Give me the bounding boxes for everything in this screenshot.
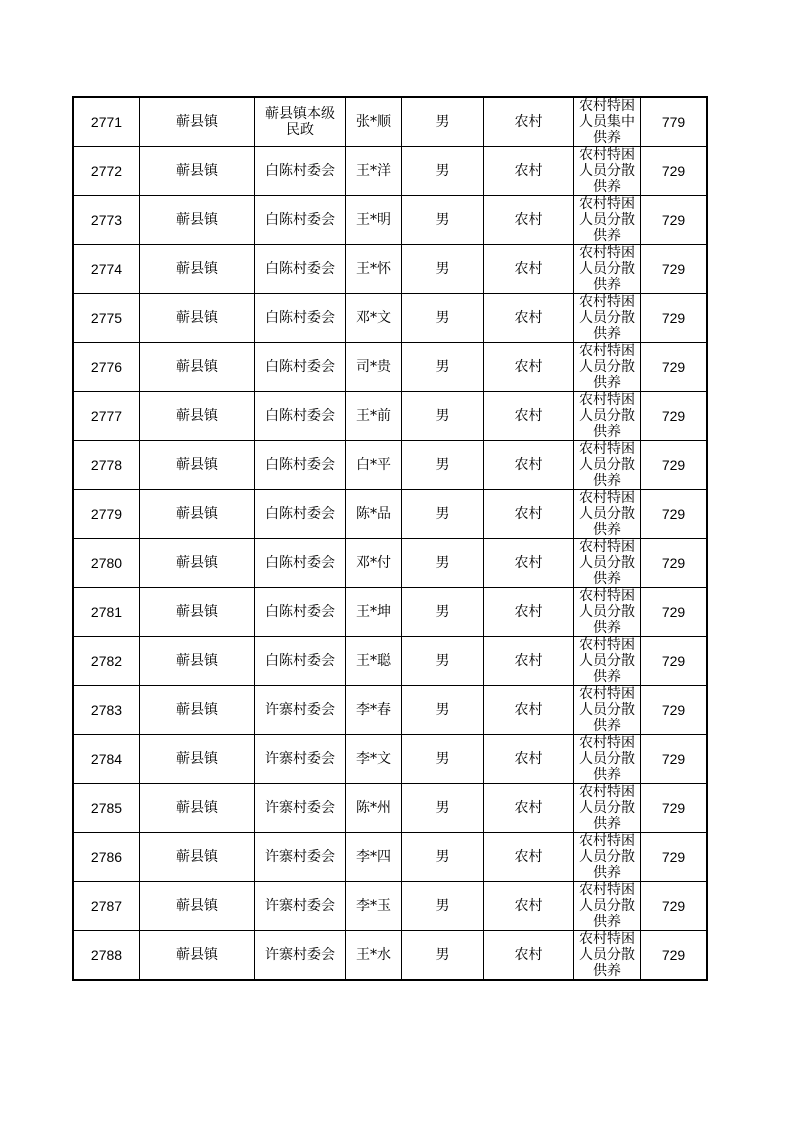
cell-amount: 729 <box>641 343 708 392</box>
cell-unit-text: 白陈村委会 <box>265 604 335 620</box>
cell-unit-text: 许寨村委会 <box>265 702 335 718</box>
cell-town: 蕲县镇 <box>140 147 255 196</box>
cell-gender: 男 <box>402 392 484 441</box>
cell-unit <box>255 588 346 637</box>
table-row <box>73 294 707 343</box>
cell-support-type <box>574 441 641 490</box>
cell-amount: 729 <box>641 833 708 882</box>
cell-serial-number: 2772 <box>73 147 140 196</box>
records-table <box>72 96 708 981</box>
cell-amount: 729 <box>641 637 708 686</box>
cell-gender: 男 <box>402 490 484 539</box>
cell-unit <box>255 147 346 196</box>
cell-person-name: 白*平 <box>346 441 402 490</box>
cell-support-type-text: 农村特困人员分散供养 <box>579 490 635 538</box>
cell-unit <box>255 343 346 392</box>
table-row <box>73 97 707 147</box>
cell-serial-number: 2777 <box>73 392 140 441</box>
cell-unit <box>255 294 346 343</box>
cell-unit <box>255 392 346 441</box>
cell-support-type <box>574 392 641 441</box>
cell-gender: 男 <box>402 539 484 588</box>
cell-area: 农村 <box>484 441 574 490</box>
cell-amount: 729 <box>641 539 708 588</box>
cell-serial-number: 2783 <box>73 686 140 735</box>
cell-town: 蕲县镇 <box>140 245 255 294</box>
cell-town: 蕲县镇 <box>140 882 255 931</box>
cell-gender: 男 <box>402 784 484 833</box>
table-row <box>73 343 707 392</box>
cell-area: 农村 <box>484 833 574 882</box>
cell-area: 农村 <box>484 97 574 147</box>
cell-serial-number: 2787 <box>73 882 140 931</box>
cell-support-type-text: 农村特困人员分散供养 <box>579 392 635 440</box>
cell-unit <box>255 637 346 686</box>
cell-gender: 男 <box>402 294 484 343</box>
cell-gender: 男 <box>402 97 484 147</box>
cell-unit <box>255 539 346 588</box>
cell-town: 蕲县镇 <box>140 637 255 686</box>
cell-support-type <box>574 588 641 637</box>
table-body <box>73 97 707 980</box>
cell-serial-number: 2775 <box>73 294 140 343</box>
cell-person-name: 邓*文 <box>346 294 402 343</box>
cell-support-type <box>574 343 641 392</box>
cell-support-type-text: 农村特困人员分散供养 <box>579 294 635 342</box>
cell-gender: 男 <box>402 147 484 196</box>
cell-area: 农村 <box>484 147 574 196</box>
cell-person-name: 王*明 <box>346 196 402 245</box>
cell-unit-text: 白陈村委会 <box>265 506 335 522</box>
cell-support-type-text: 农村特困人员分散供养 <box>579 147 635 195</box>
cell-support-type <box>574 147 641 196</box>
cell-serial-number: 2780 <box>73 539 140 588</box>
cell-support-type-text: 农村特困人员分散供养 <box>579 686 635 734</box>
cell-serial-number: 2773 <box>73 196 140 245</box>
cell-gender: 男 <box>402 735 484 784</box>
cell-town: 蕲县镇 <box>140 294 255 343</box>
cell-gender: 男 <box>402 343 484 392</box>
cell-gender: 男 <box>402 882 484 931</box>
cell-unit-text: 白陈村委会 <box>265 310 335 326</box>
cell-person-name: 李*文 <box>346 735 402 784</box>
cell-amount: 729 <box>641 196 708 245</box>
cell-support-type-text: 农村特困人员分散供养 <box>579 588 635 636</box>
cell-unit <box>255 686 346 735</box>
table-row <box>73 441 707 490</box>
cell-amount: 729 <box>641 784 708 833</box>
cell-gender: 男 <box>402 441 484 490</box>
cell-support-type-text: 农村特困人员分散供养 <box>579 343 635 391</box>
cell-area: 农村 <box>484 392 574 441</box>
cell-unit <box>255 882 346 931</box>
cell-area: 农村 <box>484 588 574 637</box>
cell-area: 农村 <box>484 882 574 931</box>
cell-gender: 男 <box>402 196 484 245</box>
cell-town: 蕲县镇 <box>140 343 255 392</box>
cell-unit <box>255 245 346 294</box>
cell-support-type <box>574 735 641 784</box>
cell-serial-number: 2786 <box>73 833 140 882</box>
table-row <box>73 931 707 981</box>
cell-amount: 729 <box>641 882 708 931</box>
cell-person-name: 李*春 <box>346 686 402 735</box>
cell-person-name: 王*洋 <box>346 147 402 196</box>
cell-unit-text: 白陈村委会 <box>265 408 335 424</box>
cell-person-name: 王*前 <box>346 392 402 441</box>
cell-serial-number: 2774 <box>73 245 140 294</box>
cell-amount: 729 <box>641 147 708 196</box>
cell-serial-number: 2784 <box>73 735 140 784</box>
table-row <box>73 735 707 784</box>
cell-person-name: 张*顺 <box>346 97 402 147</box>
cell-unit-text: 许寨村委会 <box>265 800 335 816</box>
cell-unit <box>255 490 346 539</box>
cell-area: 农村 <box>484 931 574 981</box>
table-row <box>73 245 707 294</box>
cell-person-name: 陈*州 <box>346 784 402 833</box>
cell-town: 蕲县镇 <box>140 931 255 981</box>
cell-person-name: 李*四 <box>346 833 402 882</box>
cell-support-type <box>574 294 641 343</box>
cell-serial-number: 2778 <box>73 441 140 490</box>
cell-town: 蕲县镇 <box>140 441 255 490</box>
cell-support-type <box>574 539 641 588</box>
cell-serial-number: 2771 <box>73 97 140 147</box>
cell-area: 农村 <box>484 490 574 539</box>
cell-unit-text: 白陈村委会 <box>265 359 335 375</box>
cell-serial-number: 2781 <box>73 588 140 637</box>
table-row <box>73 588 707 637</box>
cell-town: 蕲县镇 <box>140 686 255 735</box>
table-row <box>73 784 707 833</box>
cell-unit-text: 白陈村委会 <box>265 163 335 179</box>
table-row <box>73 686 707 735</box>
cell-support-type-text: 农村特困人员分散供养 <box>579 539 635 587</box>
cell-support-type <box>574 490 641 539</box>
cell-area: 农村 <box>484 539 574 588</box>
cell-amount: 729 <box>641 735 708 784</box>
cell-area: 农村 <box>484 686 574 735</box>
cell-area: 农村 <box>484 245 574 294</box>
cell-unit <box>255 833 346 882</box>
cell-town: 蕲县镇 <box>140 735 255 784</box>
cell-serial-number: 2779 <box>73 490 140 539</box>
cell-serial-number: 2788 <box>73 931 140 981</box>
cell-person-name: 司*贵 <box>346 343 402 392</box>
cell-support-type-text: 农村特困人员分散供养 <box>579 784 635 832</box>
cell-amount: 729 <box>641 294 708 343</box>
table-row <box>73 392 707 441</box>
cell-support-type-text: 农村特困人员分散供养 <box>579 637 635 685</box>
cell-support-type-text: 农村特困人员集中供养 <box>579 98 635 146</box>
cell-area: 农村 <box>484 637 574 686</box>
cell-unit <box>255 931 346 981</box>
cell-amount: 729 <box>641 931 708 981</box>
cell-town: 蕲县镇 <box>140 490 255 539</box>
cell-gender: 男 <box>402 588 484 637</box>
cell-unit-text: 许寨村委会 <box>265 898 335 914</box>
cell-support-type <box>574 882 641 931</box>
cell-unit <box>255 441 346 490</box>
cell-support-type-text: 农村特困人员分散供养 <box>579 931 635 979</box>
cell-amount: 729 <box>641 686 708 735</box>
cell-support-type <box>574 196 641 245</box>
cell-unit-text: 白陈村委会 <box>265 457 335 473</box>
cell-amount: 729 <box>641 245 708 294</box>
cell-town: 蕲县镇 <box>140 784 255 833</box>
cell-amount: 729 <box>641 392 708 441</box>
cell-support-type-text: 农村特困人员分散供养 <box>579 196 635 244</box>
cell-area: 农村 <box>484 294 574 343</box>
table-row <box>73 196 707 245</box>
cell-unit-text: 许寨村委会 <box>265 751 335 767</box>
cell-town: 蕲县镇 <box>140 588 255 637</box>
cell-amount: 779 <box>641 97 708 147</box>
table-row <box>73 637 707 686</box>
table-row <box>73 833 707 882</box>
cell-unit-text: 许寨村委会 <box>265 947 335 963</box>
cell-area: 农村 <box>484 735 574 784</box>
cell-support-type <box>574 637 641 686</box>
cell-town: 蕲县镇 <box>140 392 255 441</box>
cell-unit-text: 白陈村委会 <box>265 212 335 228</box>
cell-support-type <box>574 784 641 833</box>
cell-unit-text: 白陈村委会 <box>265 555 335 571</box>
cell-person-name: 李*玉 <box>346 882 402 931</box>
cell-gender: 男 <box>402 931 484 981</box>
cell-support-type <box>574 686 641 735</box>
cell-serial-number: 2782 <box>73 637 140 686</box>
cell-town: 蕲县镇 <box>140 539 255 588</box>
table-row <box>73 539 707 588</box>
cell-gender: 男 <box>402 637 484 686</box>
cell-gender: 男 <box>402 686 484 735</box>
cell-gender: 男 <box>402 245 484 294</box>
cell-amount: 729 <box>641 588 708 637</box>
cell-area: 农村 <box>484 196 574 245</box>
cell-person-name: 王*怀 <box>346 245 402 294</box>
cell-support-type-text: 农村特困人员分散供养 <box>579 882 635 930</box>
cell-town: 蕲县镇 <box>140 833 255 882</box>
cell-area: 农村 <box>484 784 574 833</box>
table-row <box>73 147 707 196</box>
cell-support-type-text: 农村特困人员分散供养 <box>579 833 635 881</box>
cell-person-name: 王*坤 <box>346 588 402 637</box>
cell-support-type-text: 农村特困人员分散供养 <box>579 245 635 293</box>
cell-unit <box>255 196 346 245</box>
cell-person-name: 邓*付 <box>346 539 402 588</box>
cell-person-name: 王*水 <box>346 931 402 981</box>
cell-amount: 729 <box>641 441 708 490</box>
table-row <box>73 490 707 539</box>
cell-person-name: 陈*品 <box>346 490 402 539</box>
cell-serial-number: 2785 <box>73 784 140 833</box>
cell-unit-text: 白陈村委会 <box>265 261 335 277</box>
cell-support-type <box>574 97 641 147</box>
cell-support-type <box>574 245 641 294</box>
cell-support-type-text: 农村特困人员分散供养 <box>579 441 635 489</box>
cell-unit-text: 白陈村委会 <box>265 653 335 669</box>
cell-support-type-text: 农村特困人员分散供养 <box>579 735 635 783</box>
cell-support-type <box>574 833 641 882</box>
cell-unit <box>255 97 346 147</box>
cell-support-type <box>574 931 641 981</box>
cell-serial-number: 2776 <box>73 343 140 392</box>
table-row <box>73 882 707 931</box>
cell-town: 蕲县镇 <box>140 196 255 245</box>
cell-person-name: 王*聪 <box>346 637 402 686</box>
cell-unit-text: 蕲县镇本级民政 <box>265 106 335 138</box>
cell-gender: 男 <box>402 833 484 882</box>
cell-amount: 729 <box>641 490 708 539</box>
cell-unit <box>255 784 346 833</box>
cell-unit-text: 许寨村委会 <box>265 849 335 865</box>
cell-town: 蕲县镇 <box>140 97 255 147</box>
cell-area: 农村 <box>484 343 574 392</box>
cell-unit <box>255 735 346 784</box>
